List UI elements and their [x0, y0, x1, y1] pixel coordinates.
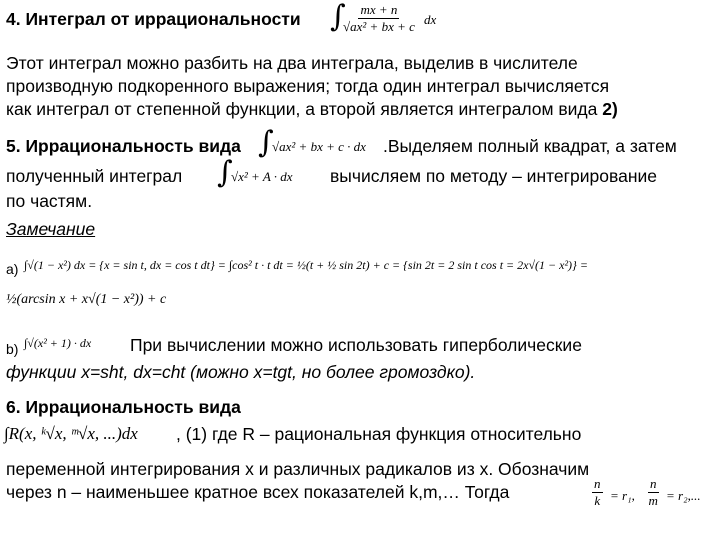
section-5-line2a: полученный интеграл	[6, 166, 183, 186]
section-5-formula: √ax² + bx + c · dx	[272, 139, 366, 154]
section-6-formula: ∫R(x, ᵏ√x, ᵐ√x, ...)dx	[4, 424, 138, 443]
para-line-3: как интеграл от степенной функции, а второй является интегралом вида 2)	[6, 99, 618, 119]
para-line-2: производную подкоренного выражения; тогда один интеграл вычисляется	[6, 76, 610, 96]
fraction-2-rhs: = r₂,...	[666, 488, 701, 503]
formula-dx: dx	[424, 12, 437, 27]
remark-a-formula: ∫√(1 − x²) dx = {x = sin t, dx = cos t dt} = ∫cos² t · t dt = ½(t + ½ sin 2t) + c = {sin 2t = 2 sin t cos t = 2x√(1 − x²)} =	[24, 258, 588, 272]
para-line-1: Этот интеграл можно разбить на два интеграла, выделив в числителе	[6, 53, 578, 73]
fraction-1-rhs: = r₁,	[610, 488, 635, 503]
section-5-line3: по частям.	[6, 191, 93, 211]
remark-b-formula: ∫√(x² + 1) · dx	[24, 336, 92, 350]
integral-sign: ∫	[330, 0, 346, 34]
remark-b-text-1: При вычислении можно использовать гиперболические	[130, 335, 582, 355]
remark-a-label: a)	[6, 261, 19, 277]
section-4-title: 4. Интеграл от иррациональности	[6, 9, 301, 29]
integral-sign: ∫	[258, 125, 274, 160]
remark-label: Замечание	[6, 219, 96, 239]
section-6-line3: переменной интегрирования x и различных радикалов из x. Обозначим	[6, 459, 590, 479]
remark-a-result: ½(arcsin x + x√(1 − x²)) + c	[6, 292, 167, 307]
formula-numerator: mx + n	[360, 2, 398, 17]
section-5-tail: .Выделяем полный квадрат, а затем	[383, 136, 677, 156]
section-5-formula-2: √x² + A · dx	[231, 169, 293, 184]
section-5-title: 5. Иррациональность вида	[6, 136, 241, 156]
fraction-n-over-k: n k	[594, 476, 601, 508]
section-6-line4: через n – наименьшее кратное всех показателей k,m,… Тогда	[6, 482, 510, 502]
integral-sign: ∫	[217, 155, 233, 190]
section-4-formula	[343, 2, 415, 35]
remark-b-label: b)	[6, 341, 19, 357]
fraction-n-over-m: n m	[648, 476, 658, 508]
formula-denominator: √ax² + bx + c	[343, 19, 415, 34]
section-6-formula-tail: , (1) где R – рациональная функция относительно	[176, 424, 582, 444]
remark-b-text-2: функции x=sht, dx=cht (можно x=tgt, но более громоздко).	[6, 362, 476, 382]
section-5-line2b: вычисляем по методу – интегрирование	[330, 166, 658, 186]
section-6-title: 6. Иррациональность вида	[6, 397, 241, 417]
